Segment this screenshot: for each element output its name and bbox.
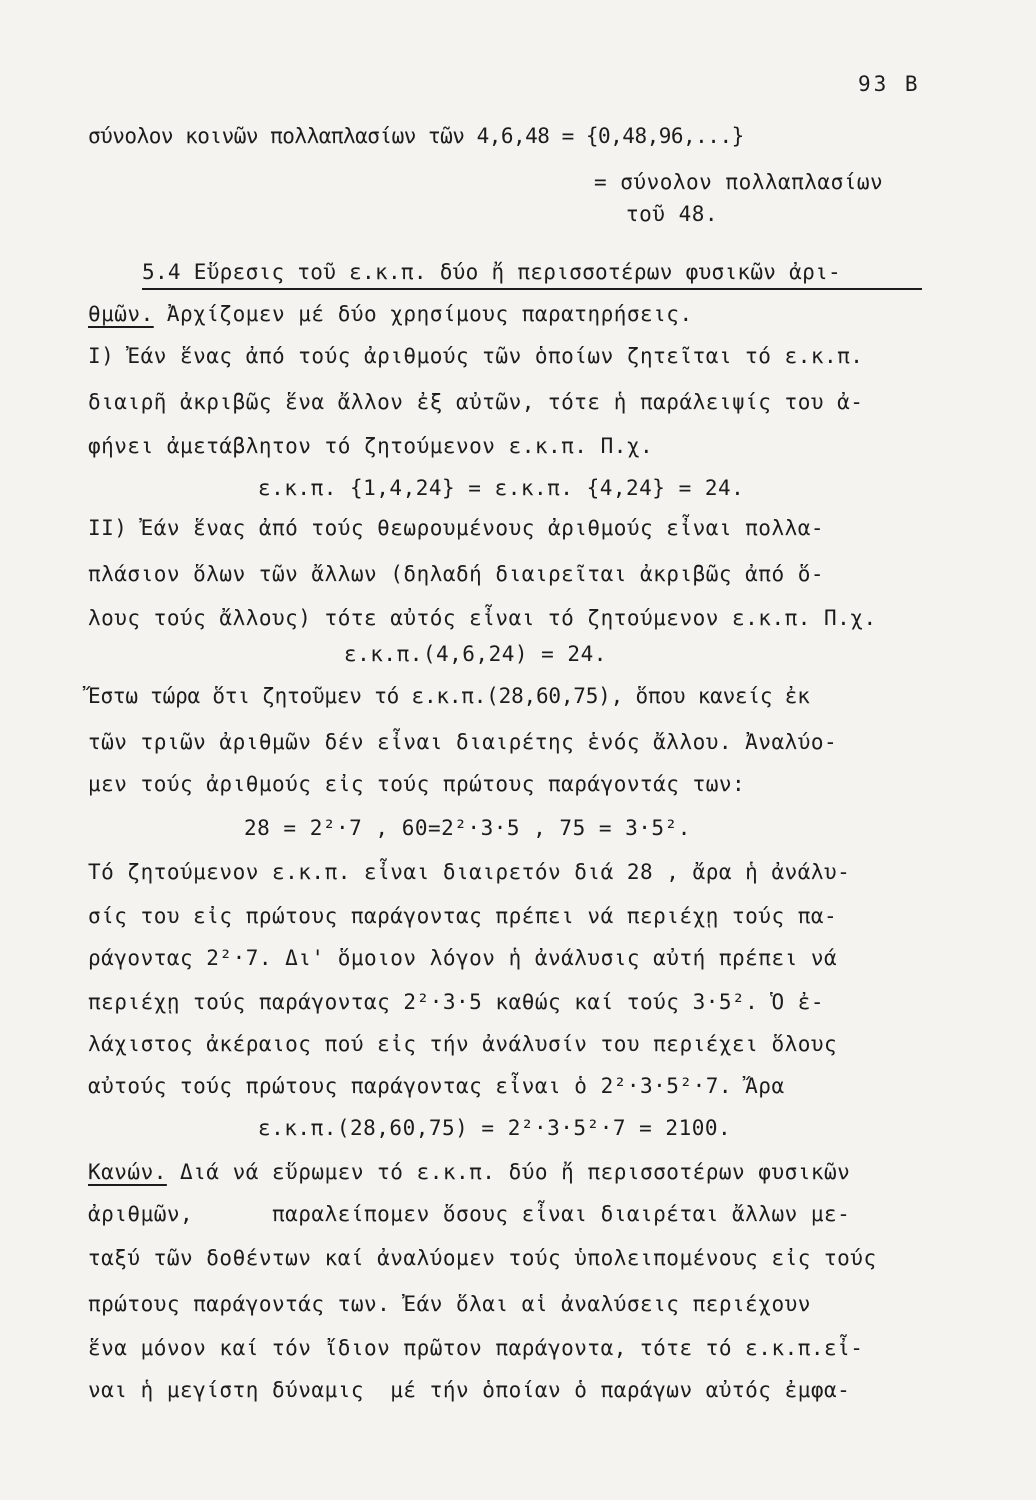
- text-line-28: πρώτους παράγοντάς των. Ἐάν ὅλαι αἱ ἀναλύσεις περιέχουν: [88, 1292, 811, 1316]
- section-title-text: Εὕρεσις τοῦ ε.κ.π. δύο ἤ περισσοτέρων φυσικῶν ἀρι-: [193, 260, 841, 284]
- text-line-13: ε.κ.π.(4,6,24) = 24.: [344, 642, 607, 666]
- text-line-18: Τό ζητούμενον ε.κ.π. εἶναι διαιρετόν διά 28 , ἄρα ἡ ἀνάλυ-: [88, 860, 851, 884]
- text-line-30: ναι ἡ μεγίστη δύναμις μέ τήν ὁποίαν ὁ παράγων αὐτός ἐμφα-: [88, 1378, 851, 1402]
- heading-underline: [142, 288, 922, 290]
- text-line-1: σύνολον κοινῶν πολλαπλασίων τῶν 4,6,48 = {0,48,96,...}: [88, 124, 744, 148]
- text-line-8: φήνει ἀμετάβλητον τό ζητούμενον ε.κ.π. Π.χ.: [88, 434, 654, 458]
- text-line-26: ἀριθμῶν, παραλείπομεν ὅσους εἶναι διαιρέται ἄλλων με-: [88, 1202, 851, 1226]
- text-line-17: 28 = 2²·7 , 60=2²·3·5 , 75 = 3·5².: [244, 816, 691, 840]
- rule-label: Κανών.: [88, 1160, 167, 1184]
- text-line-23: αὐτούς τούς πρώτους παράγοντας εἶναι ὁ 2²·3·5²·7. Ἄρα: [88, 1074, 785, 1098]
- section-title-continuation: θμῶν.: [88, 302, 154, 326]
- text-line-15: τῶν τριῶν ἀριθμῶν δέν εἶναι διαιρέτης ἑνός ἄλλου. Ἀναλύο-: [88, 730, 838, 754]
- text-line-19: σίς του εἰς πρώτους παράγοντας πρέπει νά περιέχῃ τούς πα-: [88, 904, 838, 928]
- text-line-5-rest: Ἀρχίζομεν μέ δύο χρησίμους παρατηρήσεις.: [153, 302, 693, 326]
- text-line-22: λάχιστος ἀκέραιος πού εἰς τήν ἀνάλυσίν του περιέχει ὅλους: [88, 1032, 838, 1056]
- text-line-25-rest: Διά νά εὕρωμεν τό ε.κ.π. δύο ἤ περισσοτέρων φυσικῶν: [166, 1160, 851, 1184]
- text-line-6: Ι) Ἐάν ἕνας ἀπό τούς ἀριθμούς τῶν ὁποίων ζητεῖται τό ε.κ.π.: [88, 344, 864, 368]
- text-line-20: ράγοντας 2²·7. Δι' ὅμοιον λόγον ἡ ἀνάλυσις αὐτή πρέπει νά: [88, 946, 838, 970]
- text-line-10: ΙΙ) Ἐάν ἕνας ἀπό τούς θεωρουμένους ἀριθμούς εἶναι πολλα-: [88, 516, 825, 540]
- text-line-25: [88, 1158, 850, 1186]
- text-line-3: τοῦ 48.: [626, 202, 719, 226]
- text-line-21: περιέχῃ τούς παράγοντας 2²·3·5 καθώς καί τούς 3·5². Ὁ ἐ-: [88, 990, 825, 1014]
- text-line-9: ε.κ.π. {1,4,24} = ε.κ.π. {4,24} = 24.: [258, 476, 745, 500]
- section-heading: [142, 258, 841, 286]
- text-line-24: ε.κ.π.(28,60,75) = 2²·3·5²·7 = 2100.: [258, 1116, 732, 1140]
- text-line-11: πλάσιον ὅλων τῶν ἄλλων (δηλαδή διαιρεῖται ἀκριβῶς ἀπό ὅ-: [88, 562, 825, 586]
- text-line-16: μεν τούς ἀριθμούς εἰς τούς πρώτους παράγοντάς των:: [88, 772, 746, 796]
- text-line-7: διαιρῆ ἀκριβῶς ἕνα ἄλλον ἐξ αὐτῶν, τότε ἡ παράλειψίς του ἀ-: [88, 390, 864, 414]
- text-line-14: Ἔστω τώρα ὅτι ζητοῦμεν τό ε.κ.π.(28,60,75), ὅπου κανείς ἐκ: [88, 684, 810, 708]
- text-line-29: ἕνα μόνον καί τόν ἴδιον πρῶτον παράγοντα, τότε τό ε.κ.π.εἶ-: [88, 1336, 864, 1360]
- section-number: 5.4: [142, 260, 181, 284]
- text-line-2: = σύνολον πολλαπλασίων: [594, 170, 884, 194]
- page-number: 93 B: [858, 72, 921, 96]
- text-line-27: ταξύ τῶν δοθέντων καί ἀναλύομεν τούς ὑπολειπομένους εἰς τούς: [88, 1246, 877, 1270]
- text-line-12: λους τούς ἄλλους) τότε αὐτός εἶναι τό ζητούμενον ε.κ.π. Π.χ.: [88, 606, 877, 630]
- text-line-5: [88, 300, 693, 328]
